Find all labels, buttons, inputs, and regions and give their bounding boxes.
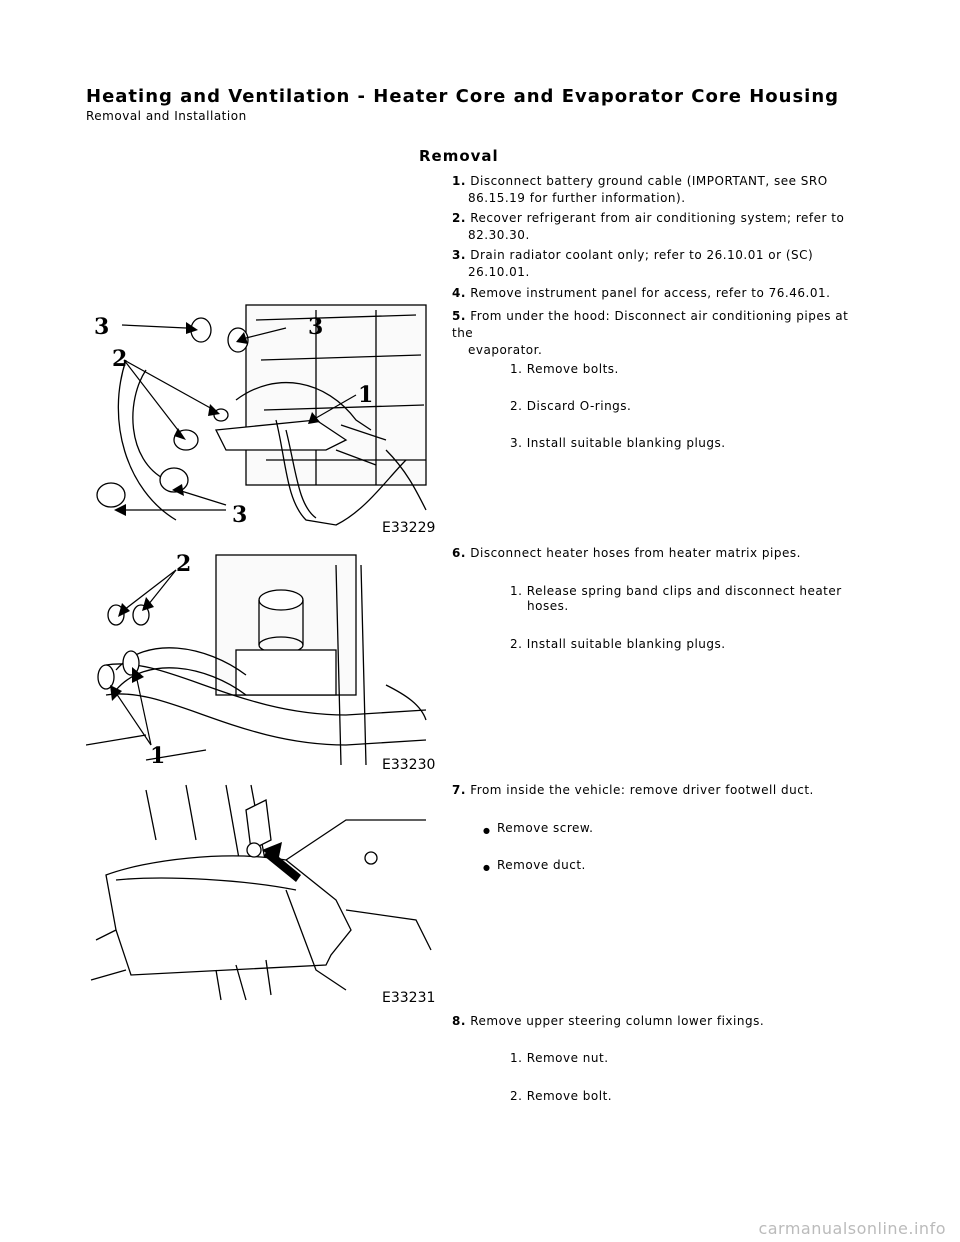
step-5 <box>452 308 872 359</box>
step-4 <box>452 285 872 302</box>
callout-2: 2 <box>112 346 128 372</box>
bullet-item: ● Remove screw. <box>497 820 593 837</box>
step-number: 3. <box>452 248 466 262</box>
page-subtitle: Removal and Installation <box>86 109 247 123</box>
step-text: Drain radiator coolant only; refer to 26.10.01 or (SC) <box>470 248 814 262</box>
callout-1: 1 <box>150 743 166 769</box>
figure-e33230 <box>86 545 446 775</box>
step-2 <box>452 210 872 244</box>
step-text: Remove upper steering column lower fixings. <box>470 1014 765 1028</box>
step-number: 1. <box>452 174 466 188</box>
footer-watermark: carmanualsonline.info <box>758 1219 946 1238</box>
step-text-cont: 26.10.01. <box>468 265 530 279</box>
step-text: From under the hood: Disconnect air conditioning pipes at the <box>452 309 849 340</box>
substep: 3. Install suitable blanking plugs. <box>510 436 726 450</box>
substep: 2. Discard O-rings. <box>510 399 632 413</box>
section-title: Removal <box>419 147 499 165</box>
step-6 <box>452 545 872 562</box>
substep: 1. Release spring band clips and disconnect heater <box>510 584 842 598</box>
callout-3: 3 <box>232 502 248 528</box>
step-text-cont: evaporator. <box>468 343 543 357</box>
step-number: 2. <box>452 211 466 225</box>
figure-id: E33231 <box>382 990 436 1006</box>
step-text: Remove instrument panel for access, refer to 76.46.01. <box>470 286 831 300</box>
step-text-cont: 82.30.30. <box>468 228 530 242</box>
bullet-item: ● Remove duct. <box>497 857 586 874</box>
step-3 <box>452 247 872 281</box>
substep: 1. Remove bolts. <box>510 362 619 376</box>
step-number: 4. <box>452 286 466 300</box>
step-1 <box>452 173 872 207</box>
step-text: Disconnect battery ground cable (IMPORTANT, see SRO <box>470 174 828 188</box>
step-number: 6. <box>452 546 466 560</box>
callout-3: 3 <box>308 314 324 340</box>
callout-2: 2 <box>176 551 192 577</box>
step-number: 8. <box>452 1014 466 1028</box>
callout-1: 1 <box>358 382 374 408</box>
step-number: 7. <box>452 783 466 797</box>
substep: 1. Remove nut. <box>510 1051 609 1065</box>
figure-id: E33229 <box>382 520 436 536</box>
step-8 <box>452 1013 872 1030</box>
page-title: Heating and Ventilation - Heater Core and Evaporator Core Housing <box>86 86 840 107</box>
substep: 2. Remove bolt. <box>510 1089 613 1103</box>
figure-e33231 <box>86 780 446 1008</box>
callout-3: 3 <box>94 314 110 340</box>
figure-id: E33230 <box>382 757 436 773</box>
step-text: From inside the vehicle: remove driver footwell duct. <box>470 783 814 797</box>
substep: 2. Install suitable blanking plugs. <box>510 637 726 651</box>
figure-e33229 <box>86 300 446 540</box>
step-7 <box>452 782 872 799</box>
step-number: 5. <box>452 309 466 323</box>
step-text: Recover refrigerant from air conditioning system; refer to <box>470 211 845 225</box>
substep-cont: hoses. <box>527 599 569 613</box>
step-text: Disconnect heater hoses from heater matrix pipes. <box>470 546 801 560</box>
step-text-cont: 86.15.19 for further information). <box>468 191 686 205</box>
